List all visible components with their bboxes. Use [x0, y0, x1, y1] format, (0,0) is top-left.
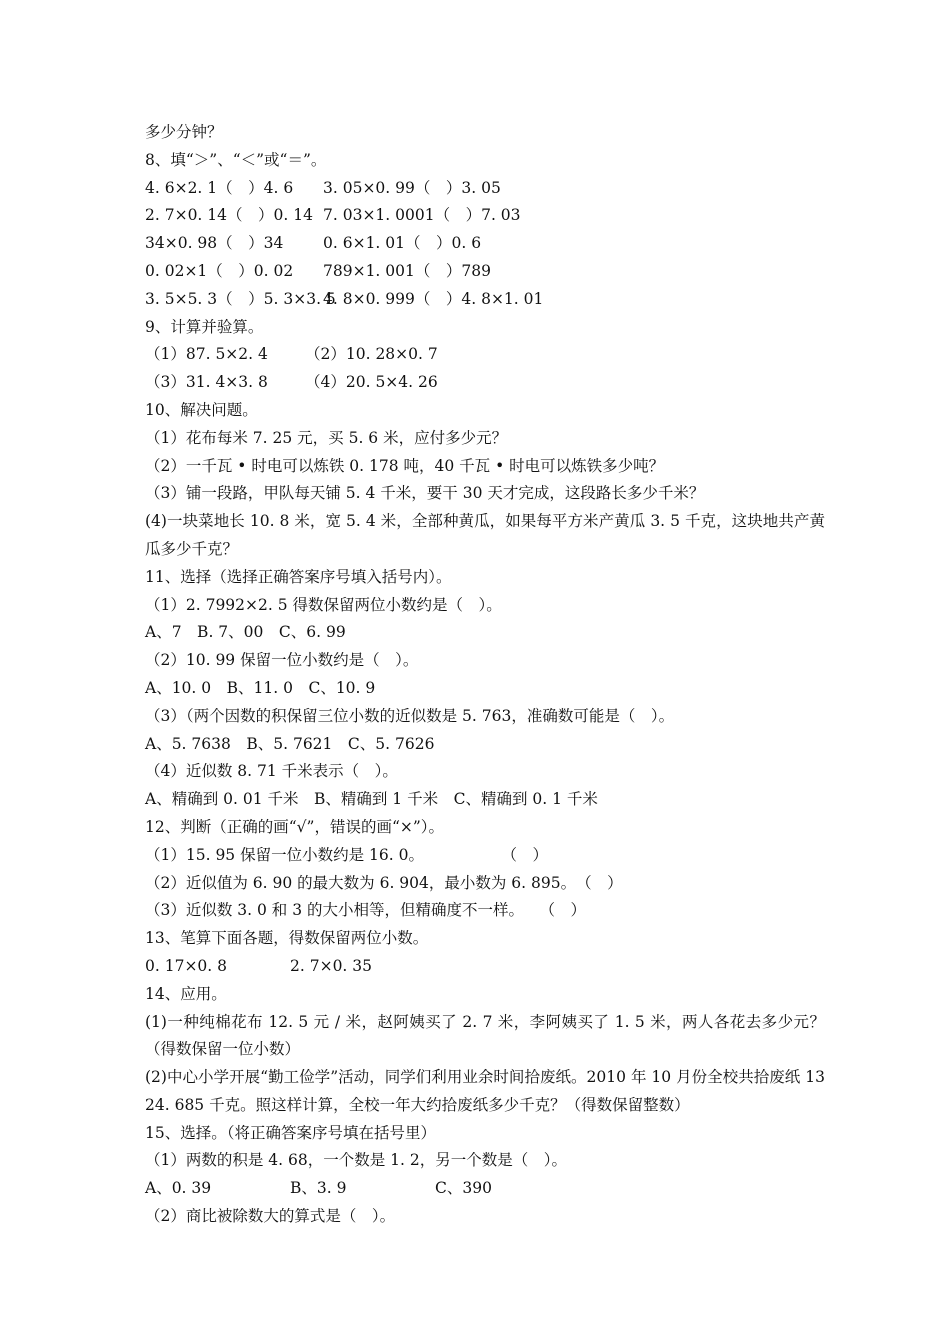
q15-option-c: C、390	[435, 1179, 492, 1198]
q9-item: （1）87. 5×2. 4	[145, 345, 268, 364]
q8-row-3	[145, 230, 825, 258]
q10-item-1: （1）花布每米 7. 25 元，买 5. 6 米，应付多少元？	[145, 428, 508, 447]
q13-item: 2. 7×0. 35	[290, 956, 373, 975]
q14-item-2: (2)中心小学开展“勤工俭学”活动，同学们利用业余时间拾废纸。2010 年 10 月份全校共拾废纸 1324. 685 千克。照这样计算，全校一年大约拾废纸多少千克？（得数保留整数）	[145, 1068, 825, 1114]
q13-item: 0. 17×0. 8	[145, 956, 228, 975]
q9-item: （4）20. 5×4. 26	[305, 373, 438, 392]
q10-item-2: （2）一千瓦 • 时电可以炼铁 0. 178 吨，40 千瓦 • 时电可以炼铁多少吨？	[145, 456, 665, 475]
q11-item-1: （1）2. 7992×2. 5 得数保留两位小数约是（ ）。	[145, 595, 502, 614]
q8-item: 7. 03×1. 0001（ ）7. 03	[323, 206, 521, 225]
continued-question: 多少分钟？	[145, 123, 223, 141]
q12-heading: 12、判断（正确的画“√”，错误的画“×”）。	[145, 817, 445, 836]
q8-row-4	[145, 258, 825, 286]
q9-heading: 9、计算并验算。	[145, 317, 264, 336]
q8-row-1	[145, 175, 825, 203]
q8-item: 0. 6×1. 01（ ）0. 6	[323, 234, 482, 253]
q9-item: （3）31. 4×3. 8	[145, 373, 268, 392]
q15-item-1: （1）两数的积是 4. 68，一个数是 1. 2，另一个数是（ ）。	[145, 1151, 567, 1170]
q8-row-5	[145, 286, 825, 314]
q12-item-3: （3）近似数 3. 0 和 3 的大小相等，但精确度不一样。 （ ）	[145, 901, 587, 920]
q8-item: 789×1. 001（ ）789	[323, 261, 491, 280]
q10-item-4: (4)一块菜地长 10. 8 米，宽 5. 4 米，全部种黄瓜，如果每平方米产黄瓜 3. 5 千克，这块地共产黄瓜多少千克？	[145, 512, 825, 558]
q8-row-2	[145, 202, 825, 230]
q13-row	[145, 953, 825, 981]
q9-item: （2）10. 28×0. 7	[305, 345, 438, 364]
q14-heading: 14、应用。	[145, 984, 227, 1003]
q15-heading: 15、选择。（将正确答案序号填在括号里）	[145, 1123, 436, 1142]
q11-item-3: （3）（两个因数的积保留三位小数的近似数是 5. 763，准确数可能是（ ）。	[145, 706, 675, 725]
q8-item: 3. 5×5. 3（ ）5. 3×3. 5	[145, 289, 336, 308]
q8-item: 2. 7×0. 14（ ）0. 14	[145, 206, 313, 225]
q8-item: 4. 6×2. 1（ ）4. 6	[145, 178, 294, 197]
q11-item-2: （2）10. 99 保留一位小数约是（ ）。	[145, 651, 419, 670]
q8-item: 34×0. 98（ ）34	[145, 234, 284, 253]
q11-options-2: A、10. 0 B、11. 0 C、10. 9	[145, 678, 376, 697]
q12-item-1: （1）15. 95 保留一位小数约是 16. 0。 （ ）	[145, 845, 548, 864]
q15-options-1	[145, 1175, 825, 1203]
q10-heading: 10、解决问题。	[145, 400, 258, 419]
worksheet-content	[145, 119, 825, 1231]
q11-options-1: A、7 B. 7、00 C、6. 99	[145, 623, 346, 642]
q15-option-b: B、3. 9	[290, 1179, 347, 1198]
q8-item: 0. 02×1（ ）0. 02	[145, 261, 294, 280]
q8-heading: 8、填“＞”、“＜”或“＝”。	[145, 150, 327, 169]
q15-option-a: A、0. 39	[145, 1179, 212, 1198]
q11-options-4: A、精确到 0. 01 千米 B、精确到 1 千米 C、精确到 0. 1 千米	[145, 790, 598, 809]
q11-options-3: A、5. 7638 B、5. 7621 C、5. 7626	[145, 734, 435, 753]
q10-item-3: （3）铺一段路，甲队每天铺 5. 4 千米，要干 30 天才完成，这段路长多少千米？	[145, 484, 705, 503]
q13-heading: 13、笔算下面各题，得数保留两位小数。	[145, 929, 429, 948]
q12-item-2: （2）近似值为 6. 90 的最大数为 6. 904，最小数为 6. 895。 （ ）	[145, 873, 623, 892]
q8-item: 3. 05×0. 99（ ）3. 05	[323, 178, 501, 197]
q15-item-2: （2）商比被除数大的算式是（ ）。	[145, 1207, 396, 1226]
q11-item-4: （4）近似数 8. 71 千米表示（ ）。	[145, 762, 398, 781]
q8-item: 4. 8×0. 999（ ）4. 8×1. 01	[323, 289, 544, 308]
q9-row-1	[145, 341, 825, 369]
q9-row-2	[145, 369, 825, 397]
q11-heading: 11、选择（选择正确答案序号填入括号内）。	[145, 567, 452, 586]
q14-item-1: (1)一种纯棉花布 12. 5 元 / 米，赵阿姨买了 2. 7 米，李阿姨买了 1. 5 米，两人各花去多少元？（得数保留一位小数）	[145, 1012, 825, 1059]
